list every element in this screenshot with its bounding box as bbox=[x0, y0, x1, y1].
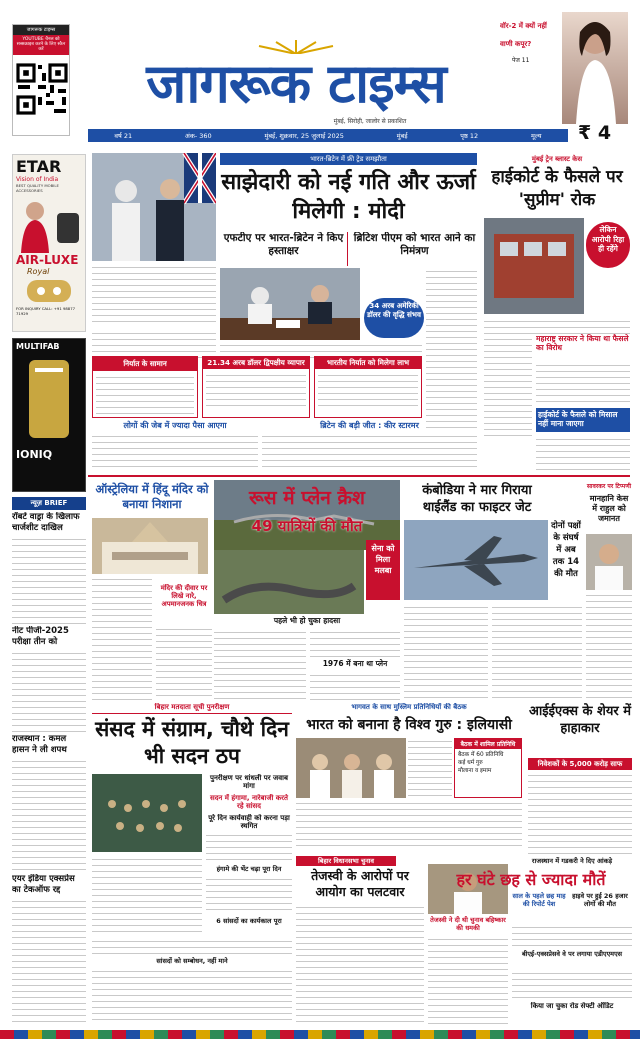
australia-badge: मंदिर की दीवार पर लिखे नारे, अपमानजनक चित्र bbox=[160, 584, 208, 608]
lead-kicker: भारत-ब्रिटेन में फ्री ट्रेड समझौता bbox=[220, 153, 477, 165]
quote-head2: ब्रिटेन की बड़ी जीत : कीर स्टारमर bbox=[320, 421, 419, 430]
ipo-headline: आईईएक्स के शेयर में हाहाकार bbox=[528, 704, 632, 736]
road-headline: हर घंटे छह से ज्यादा मौतें bbox=[456, 870, 606, 889]
divider bbox=[88, 475, 630, 477]
lead-column-1 bbox=[92, 264, 216, 324]
promo-line2: वाणी कपूर? bbox=[500, 40, 532, 48]
road-text-2 bbox=[512, 970, 632, 1000]
promo-box[interactable] bbox=[500, 12, 630, 124]
right-text-1 bbox=[484, 318, 630, 334]
newspaper-name: जागरूक टाइम्स bbox=[146, 52, 446, 115]
russia-sub: 49 यात्रियों की मौत bbox=[251, 517, 363, 535]
brief-item3-body bbox=[12, 758, 86, 870]
parliament-sub4: हंगामे की भेंट चढ़ा पूरा दिन bbox=[216, 865, 282, 873]
vishwa-box-item: कई धर्म गुरु bbox=[458, 760, 483, 766]
brief-item2-head: नीट पीजी-2025 परीक्षा तीन को bbox=[12, 626, 69, 647]
power-bank-icon bbox=[13, 354, 85, 444]
parliament-kicker: बिहार मतदाता सूची पुनरीक्षण bbox=[92, 703, 292, 714]
rahul-text bbox=[586, 592, 632, 700]
right-text-3 bbox=[484, 336, 532, 436]
leaders-photo-icon bbox=[92, 153, 216, 261]
brief-item1-body bbox=[12, 536, 86, 624]
lead-column-right bbox=[426, 268, 477, 428]
quote-body-2 bbox=[262, 433, 477, 471]
right-text-4 bbox=[536, 436, 630, 472]
meeting-photo bbox=[296, 738, 406, 798]
qr-code-icon[interactable] bbox=[14, 61, 70, 117]
australia-text-2 bbox=[156, 626, 212, 700]
lead-headline: साझेदारी को नई गति और ऊर्जा मिलेगी : मोदी bbox=[221, 170, 476, 224]
quote-head: लोगों की जेब में ज्यादा पैसा आएगा bbox=[123, 421, 227, 430]
trade-box bbox=[202, 356, 310, 418]
right-sub2: हाईकोर्ट के फैसले को मिसाल नहीं माना जाएगा bbox=[536, 408, 630, 432]
ipo-text bbox=[528, 772, 632, 854]
road-kicker: राजस्थान में गडकरी ने दिए आंकड़े bbox=[531, 857, 613, 865]
earbuds-case-icon bbox=[13, 276, 85, 306]
indian-exports-box bbox=[314, 356, 422, 418]
right-sub1: महाराष्ट्र सरकार ने किया था फैसले का विरोध bbox=[536, 334, 629, 352]
vishwa-box bbox=[454, 738, 522, 798]
cambodia-badge: दोनों पक्षों के संघर्ष में अब तक 14 की मौत bbox=[551, 521, 581, 579]
qr-caption: YOUTUBE चैनल को सब्सक्राइब करने के लिए स्कैन करें bbox=[13, 35, 69, 55]
parliament-text-5 bbox=[92, 968, 292, 1024]
russia-text-2 bbox=[310, 629, 400, 657]
russia-caption: पहले भी हो चुका हादसा bbox=[273, 616, 341, 625]
masthead-title bbox=[96, 40, 496, 118]
box1-title: निर्यात के सामान bbox=[93, 357, 197, 371]
brief-item4-head: एयर इंडिया एक्सप्रेस का टेकऑफ रद्द bbox=[12, 874, 75, 895]
wreckage-photo-icon bbox=[214, 550, 364, 614]
parliament-headline: संसद में संग्राम, चौथे दिन भी सदन ठप bbox=[95, 717, 289, 768]
date: मुंबई, शुक्रवार, 25 जुलाई 2025 bbox=[264, 132, 344, 140]
box2-title: 21.34 अरब डॉलर द्विपक्षीय व्यापार bbox=[203, 357, 309, 369]
right-kicker: मुंबई ट्रेन ब्लास्ट केस bbox=[531, 155, 583, 163]
info-bar bbox=[88, 129, 568, 142]
vishwa-text-1 bbox=[408, 738, 452, 798]
pages: पृष्ठ 12 bbox=[460, 132, 479, 140]
etar-tagline: Vision of India bbox=[16, 176, 59, 183]
promo-line1: वॉर-2 में क्यों नहीं bbox=[500, 22, 547, 30]
parliament-text-1 bbox=[206, 832, 292, 862]
promo-page: पेज 11 bbox=[512, 57, 530, 64]
etar-ad[interactable] bbox=[12, 154, 86, 332]
parliament-sub6: सांसदों को सम्बोधन, नहीं माने bbox=[156, 957, 228, 965]
etar-contact: FOR INQUIRY CALL: +91 98877 71929 bbox=[16, 306, 76, 316]
right-headline: हाईकोर्ट के फैसले पर 'सुप्रीम' रोक bbox=[491, 167, 623, 210]
jet-photo bbox=[404, 520, 548, 600]
road-sub2: हाइवे पर हुई 26 हजार लोगों की मौत bbox=[572, 892, 628, 908]
city: मुंबई bbox=[396, 132, 408, 140]
export-goods-box bbox=[92, 356, 198, 418]
price-label: मूल्य bbox=[530, 132, 542, 140]
parliament-photo bbox=[92, 774, 202, 852]
bihar-caption: तेजस्वी ने दी थी चुनाव बहिष्कार की धमकी bbox=[430, 916, 506, 932]
russia-text-3 bbox=[310, 672, 400, 701]
meeting-photo-icon bbox=[296, 738, 406, 798]
russia-text-1 bbox=[214, 629, 306, 701]
parliament-sub5: 6 सांसदों का कार्यकाल पूरा bbox=[216, 917, 282, 925]
qr-promo bbox=[12, 24, 70, 136]
rahul-portrait-icon bbox=[586, 534, 632, 590]
russia-sub2: 1976 में बना था प्लेन bbox=[322, 659, 388, 668]
vishwa-box-item: बैठक में 60 प्रतिनिधि bbox=[458, 752, 504, 758]
train-photo bbox=[484, 218, 584, 314]
cambodia-text-1 bbox=[404, 604, 488, 700]
train-photo-icon bbox=[484, 218, 584, 314]
australia-text-1 bbox=[92, 576, 152, 700]
brief-item4-body bbox=[12, 898, 86, 1024]
lead-photo bbox=[92, 153, 216, 261]
ipo-sub: निवेशकों के 5,000 करोड़ साफ bbox=[528, 758, 632, 770]
lead-sub2: ब्रिटिश पीएम को भारत आने का निमंत्रण bbox=[353, 232, 476, 257]
cambodia-text-2 bbox=[492, 604, 582, 700]
australia-headline: ऑस्ट्रेलिया में हिंदू मंदिर को बनाया निशाना bbox=[95, 482, 209, 511]
cambodia-headline: कंबोडिया ने मार गिराया थाईलैंड का फाइटर जेट bbox=[422, 483, 532, 515]
crash-photo-2 bbox=[214, 550, 364, 614]
etar-sub: BEST QUALITY MOBILE ACCESSORIES bbox=[16, 183, 59, 193]
vishwa-text-2 bbox=[296, 800, 522, 850]
woman-portrait-icon bbox=[562, 12, 628, 124]
brief-item3-head: राजस्थान : कमल हासन ने ली शपथ bbox=[12, 734, 67, 755]
russia-badge: सेना को मिला मलबा bbox=[366, 540, 400, 600]
parliament-text-2 bbox=[92, 856, 202, 934]
promo-photo bbox=[562, 12, 628, 124]
parliament-sub3: पूरे दिन कार्यवाही को करना पड़ा स्थगित bbox=[208, 814, 290, 830]
edition-subtitle: मुंबई, सिरोही, जालोर से प्रकाशित bbox=[333, 118, 407, 125]
right-text-2 bbox=[536, 362, 630, 406]
multifab-brand: MULTIFAB bbox=[16, 342, 60, 351]
etar-model: Royal bbox=[27, 267, 50, 276]
bihar-text-1 bbox=[296, 904, 424, 1024]
road-text-1 bbox=[512, 924, 632, 948]
qr-title: जागरूक टाइम्स bbox=[13, 25, 69, 35]
rahul-photo bbox=[586, 534, 632, 590]
registration-strip bbox=[0, 1030, 640, 1039]
signing-photo-icon bbox=[220, 268, 360, 340]
russia-headline: रूस में प्लेन क्रैश bbox=[249, 487, 365, 509]
vishwa-kicker: भागवत के साथ मुस्लिम प्रतिनिधियों की बैठक bbox=[351, 703, 467, 711]
lead-sub1: एफटीए पर भारत-ब्रिटेन ने किए हस्ताक्षर bbox=[220, 232, 348, 266]
year: वर्ष 21 bbox=[114, 132, 133, 140]
multifab-ad[interactable] bbox=[12, 338, 86, 492]
parliament-text-4 bbox=[92, 938, 292, 954]
bihar-headline: तेजस्वी के आरोपों पर आयोग का पलटवार bbox=[311, 868, 409, 899]
parliament-sub1: पुनरीक्षण पर धांधली पर जवाब मांगा bbox=[210, 774, 288, 790]
rahul-headline: मानहानि केस में राहुल को जमानत bbox=[589, 494, 629, 523]
quote-body-1 bbox=[92, 433, 258, 471]
road-sub3: बीएई-एक्सप्रेसवे वे पर लगाया एडीएएमएस bbox=[521, 950, 623, 958]
brief-item2-body bbox=[12, 650, 86, 732]
lead-stat-badge: 34 अरब अमेरिकी डॉलर की वृद्धि संभव bbox=[364, 298, 424, 338]
bihar-kicker: बिहार विधानसभा चुनाव bbox=[296, 856, 396, 866]
vishwa-box-item: मौलाना व इमाम bbox=[458, 768, 492, 774]
rahul-kicker: सावरकर पर टिप्पणी bbox=[586, 483, 632, 490]
parliament-photo-icon bbox=[92, 774, 202, 852]
bihar-text-2 bbox=[428, 936, 508, 1024]
road-sub4: किया जा चुका रोड सेफ्टी ऑडिट bbox=[530, 1002, 614, 1010]
vishwa-box-title: बैठक में शामिल प्रतिनिधि bbox=[455, 739, 521, 749]
box3-title: भारतीय निर्यात को मिलेगा लाभ bbox=[315, 357, 421, 369]
right-badge: लेकिन आरोपी रिहा ही रहेंगे bbox=[586, 222, 630, 268]
etar-brand: ETAR bbox=[16, 157, 62, 176]
fighter-jet-icon bbox=[404, 520, 548, 600]
parliament-text-3 bbox=[206, 876, 292, 914]
etar-product: AIR-LUXE bbox=[16, 253, 79, 267]
road-sub1: साल के पहले छह माह की रिपोर्ट पेश bbox=[512, 892, 566, 908]
price: ₹ 4 bbox=[578, 122, 612, 144]
signing-photo bbox=[220, 268, 360, 340]
brief-title: न्यूज़ BRIEF bbox=[12, 497, 86, 510]
parliament-sub2: सदन में हंगामा, नारेबाजी करते रहे सांसद bbox=[209, 794, 288, 810]
temple-photo-icon bbox=[92, 518, 208, 574]
brief-item1-head: रॉबर्ट वाड्रा के खिलाफ चार्जशीट दाखिल bbox=[12, 512, 80, 533]
model-photo-icon bbox=[13, 193, 85, 253]
temple-photo bbox=[92, 518, 208, 574]
multifab-product: IONIQ bbox=[16, 448, 53, 461]
issue: अंक- 360 bbox=[184, 132, 212, 140]
vishwa-headline: भारत को बनाना है विश्व गुरु : इलियासी bbox=[306, 717, 512, 733]
